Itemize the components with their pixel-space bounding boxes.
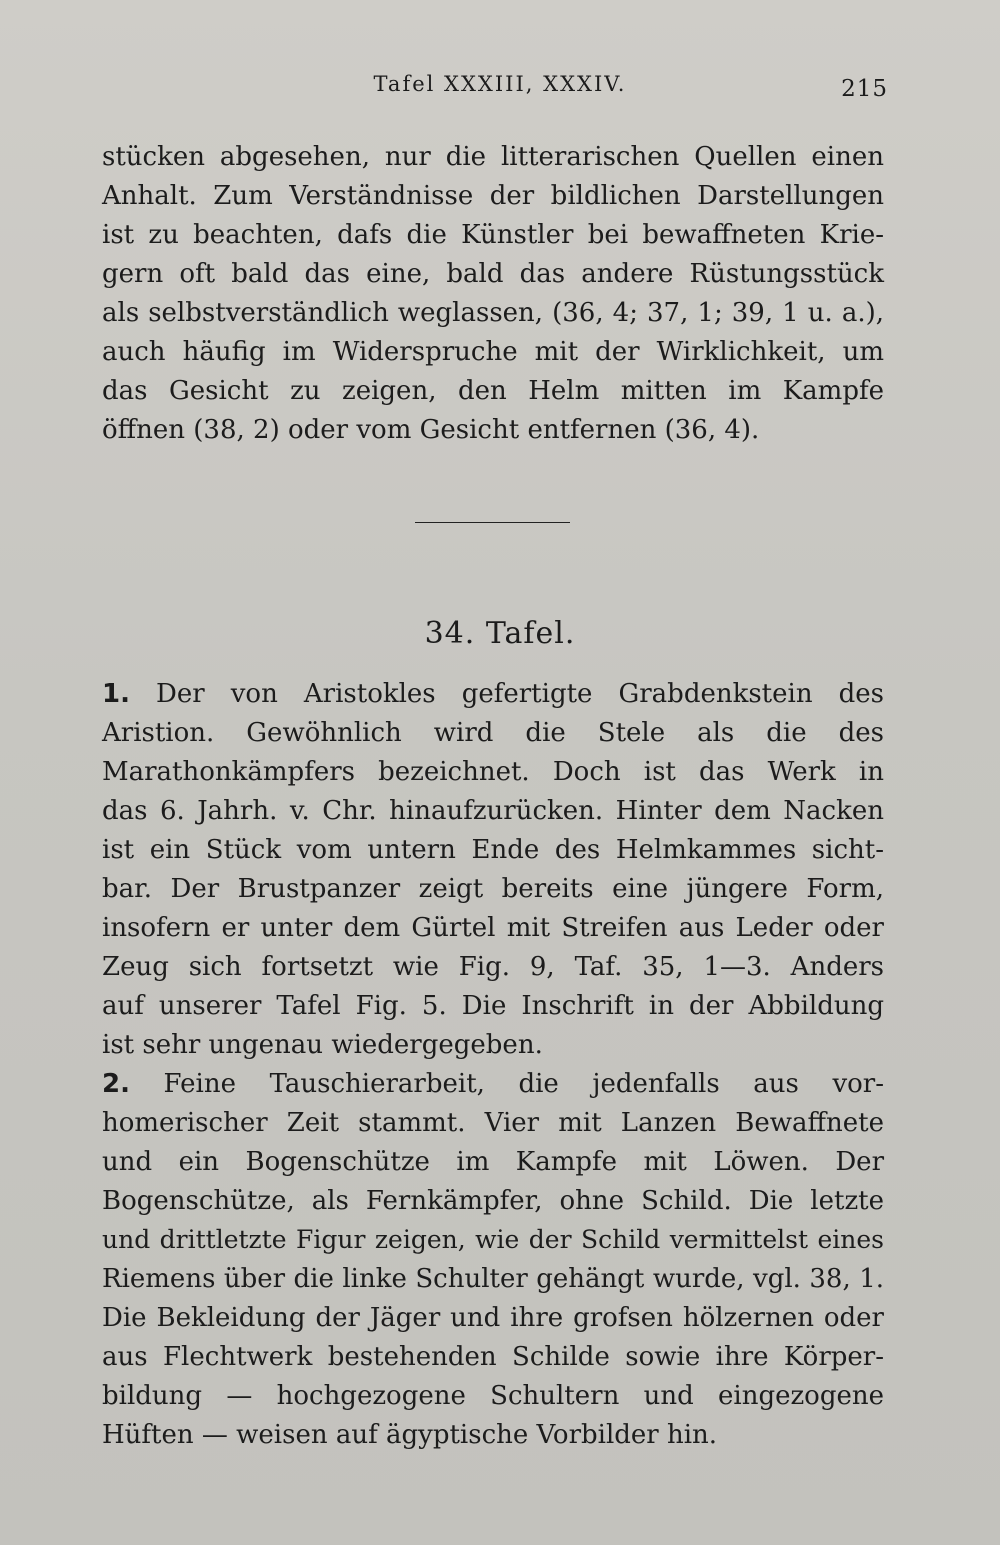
- text-line: bar. Der Brustpanzer zeigt bereits eine jüngere Form,: [102, 874, 884, 904]
- text-line: Marathonkämpfers bezeichnet. Doch ist das Werk in: [102, 757, 884, 787]
- text-line: Anhalt. Zum Verständnisse der bildlichen Darstellungen: [102, 181, 884, 211]
- text-line: Riemens über die linke Schulter gehängt wurde, vgl. 38, 1.: [102, 1264, 884, 1294]
- entry-number: 1.: [102, 679, 130, 709]
- text-line: ist sehr ungenau wiedergegeben.: [102, 1030, 543, 1060]
- entry-text: Der von Aristokles gefertigte Grabdenkstein des: [156, 679, 885, 709]
- section-heading: 34. Tafel.: [424, 616, 576, 651]
- text-line: [102, 675, 884, 713]
- text-line: [102, 1065, 884, 1103]
- text-line: und drittletzte Figur zeigen, wie der Schild vermittelst eines: [102, 1225, 884, 1254]
- entry-text: Feine Tauschierarbeit, die jedenfalls aus vor-: [163, 1069, 884, 1099]
- text-line: Die Bekleidung der Jäger und ihre grofsen hölzernen oder: [102, 1303, 884, 1333]
- text-line: insofern er unter dem Gürtel mit Streifen aus Leder oder: [102, 913, 884, 943]
- text-line: und ein Bogenschütze im Kampfe mit Löwen. Der: [102, 1147, 884, 1177]
- text-line: Bogenschütze, als Fernkämpfer, ohne Schild. Die letzte: [102, 1186, 884, 1216]
- text-line: auch häufig im Widerspruche mit der Wirklichkeit, um: [102, 337, 884, 367]
- text-line: gern oft bald das eine, bald das andere Rüstungsstück: [102, 259, 884, 289]
- text-line: homerischer Zeit stammt. Vier mit Lanzen Bewaffnete: [102, 1108, 884, 1138]
- text-line: auf unserer Tafel Fig. 5. Die Inschrift in der Abbildung: [102, 991, 884, 1021]
- text-line: stücken abgesehen, nur die litterarischen Quellen einen: [102, 142, 884, 172]
- text-line: aus Flechtwerk bestehenden Schilde sowie ihre Körper-: [102, 1342, 884, 1372]
- text-line: bildung — hochgezogene Schultern und eingezogene: [102, 1381, 884, 1411]
- running-head: Tafel XXXIII, XXXIV.: [373, 72, 627, 96]
- text-line: als selbstverständlich weglassen, (36, 4; 37, 1; 39, 1 u. a.),: [102, 298, 884, 328]
- page-header: [0, 72, 1000, 108]
- text-line: ist zu beachten, dafs die Künstler bei bewaffneten Krie-: [102, 220, 884, 250]
- entry-number: 2.: [102, 1069, 130, 1099]
- text-line: Zeug sich fortsetzt wie Fig. 9, Taf. 35, 1—3. Anders: [102, 952, 884, 982]
- text-line: das Gesicht zu zeigen, den Helm mitten im Kampfe: [102, 376, 884, 406]
- section-divider: [415, 522, 570, 523]
- text-line: öffnen (38, 2) oder vom Gesicht entfernen (36, 4).: [102, 415, 760, 445]
- text-line: Aristion. Gewöhnlich wird die Stele als die des: [102, 718, 884, 748]
- text-line: das 6. Jahrh. v. Chr. hinaufzurücken. Hinter dem Nacken: [102, 796, 884, 826]
- text-line: Hüften — weisen auf ägyptische Vorbilder hin.: [102, 1420, 718, 1450]
- text-line: ist ein Stück vom untern Ende des Helmkammes sicht-: [102, 835, 884, 865]
- page-number: 215: [841, 76, 888, 102]
